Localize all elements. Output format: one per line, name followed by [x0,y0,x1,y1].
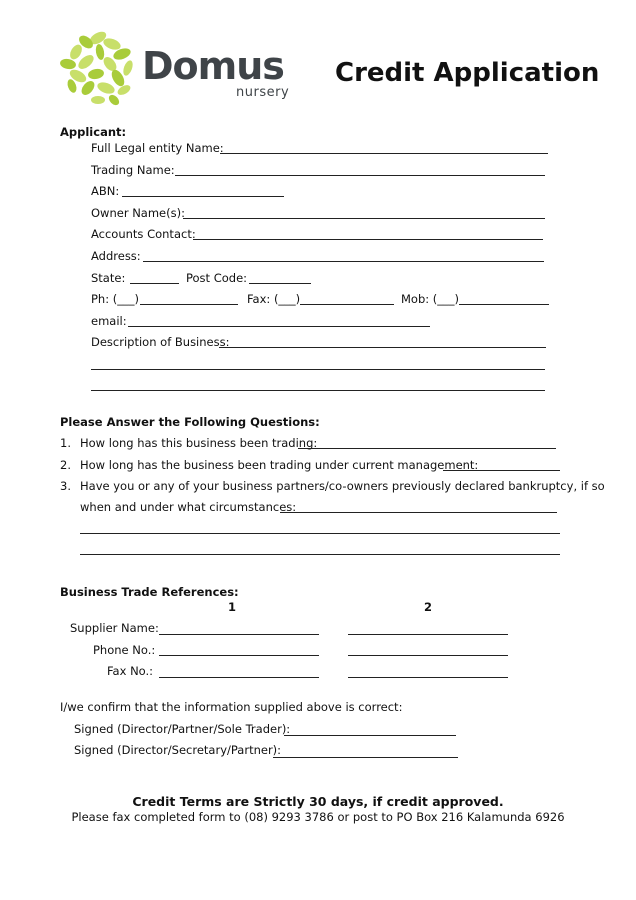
legal-name-field[interactable] [220,131,548,154]
logo-subtitle: nursery [236,85,290,100]
reference-column-2: 2 [423,600,432,614]
questions-heading: Please Answer the Following Questions: [60,415,320,429]
fax-no-2-field[interactable] [348,655,508,678]
leaf-shape [96,80,116,96]
page-title: Credit Application [335,58,600,88]
mobile-field[interactable] [459,282,549,305]
signed-2-field[interactable] [273,735,458,758]
signed-1-field[interactable] [284,713,456,736]
leaf-shape [122,59,135,77]
email-field[interactable] [128,304,430,327]
logo-wordmark: Domus [142,44,284,88]
trading-name-field[interactable] [175,153,545,176]
fax-no-1-field[interactable] [159,655,319,678]
leaf-shape [91,96,105,104]
signed-1-label: Signed (Director/Partner/Sole Trader): [74,722,291,736]
accounts-contact-label: Accounts Contact: [91,227,196,241]
fax-field[interactable] [300,282,394,305]
question-3-field-line-2[interactable] [80,511,560,534]
supplier-name-label: Supplier Name: [70,621,159,635]
question-number: 2. [60,458,71,472]
question-3-field[interactable] [280,490,557,513]
accounts-contact-field[interactable] [193,217,543,240]
applicant-heading: Applicant: [60,125,127,139]
leaf-shape [95,43,106,60]
supplier-name-2-field[interactable] [348,612,508,635]
trading-name-label: Trading Name: [91,163,175,177]
question-number: 3. [60,479,71,493]
supplier-name-1-field[interactable] [159,612,319,635]
address-field[interactable] [143,239,544,262]
leaf-shape [102,36,122,52]
address-label: Address: [91,249,141,263]
question-3-continued: when and under what circumstances: [80,500,297,514]
description-field-line-2[interactable] [91,347,545,370]
signed-2-label: Signed (Director/Secretary/Partner): [74,743,282,757]
fax-no-label: Fax No.: [107,664,154,678]
leaf-shape [87,68,104,81]
mobile-label: Mob: (___) [401,292,460,306]
owner-names-field[interactable] [183,196,545,219]
submission-instructions: Please fax completed form to (08) 9293 3786 or post to PO Box 216 Kalamunda 6926 [71,810,565,824]
email-label: email: [91,314,127,328]
reference-column-1: 1 [227,600,236,614]
references-heading: Business Trade References: [60,585,239,599]
phone-no-2-field[interactable] [348,633,508,656]
confirm-statement: I/we confirm that the information supplied above is correct: [60,700,403,714]
phone-field[interactable] [140,282,238,305]
question-2-field[interactable] [443,448,560,471]
owner-names-label: Owner Name(s): [91,206,185,220]
legal-name-label: Full Legal entity Name: [91,141,224,155]
abn-label: ABN: [91,184,120,198]
description-field-line-3[interactable] [91,368,545,391]
post-code-field[interactable] [249,261,311,284]
description-label: Description of Business: [91,335,230,349]
leaf-shape [59,58,76,71]
state-label: State: [91,271,126,285]
phone-no-1-field[interactable] [159,633,319,656]
leaf-shape [68,43,85,62]
phone-label: Ph: (___) [91,292,139,306]
leaf-shape [107,93,121,107]
question-3-text: Have you or any of your business partners/co-owners previously declared bankruptcy, if so [80,479,605,493]
question-1-text: How long has this business been trading: [80,436,318,450]
description-field[interactable] [219,325,546,348]
fax-label: Fax: (___) [247,292,301,306]
question-3-field-line-3[interactable] [80,532,560,555]
state-field[interactable] [130,261,179,284]
abn-field[interactable] [122,174,284,197]
leaf-cluster-icon [58,28,140,108]
question-2-text: How long has the business been trading under current management: [80,458,479,472]
credit-terms: Credit Terms are Strictly 30 days, if credit approved. [132,794,504,809]
post-code-label: Post Code: [186,271,248,285]
question-number: 1. [60,436,71,450]
question-1-field[interactable] [298,426,556,449]
phone-no-label: Phone No.: [93,643,156,657]
